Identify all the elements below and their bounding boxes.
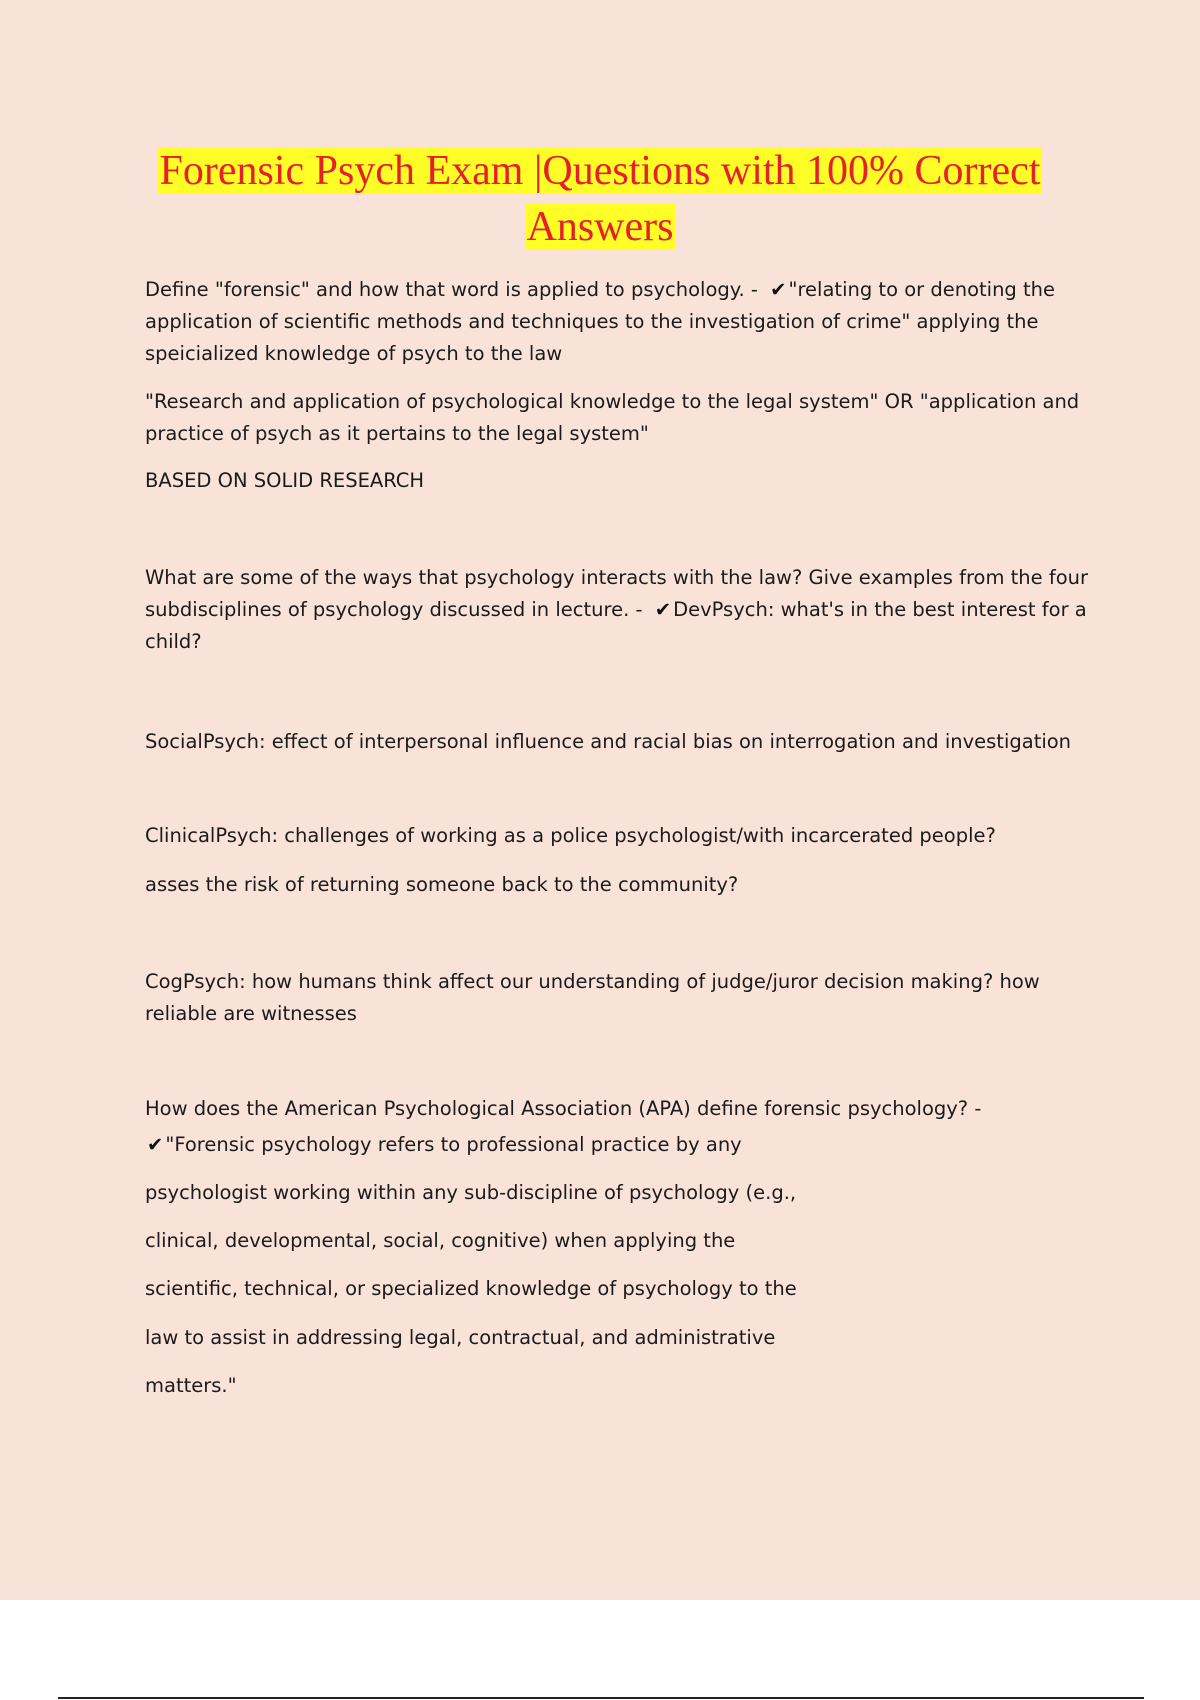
title-line-1: Forensic Psych Exam |Questions with 100% Correct — [159, 148, 1041, 194]
check-icon: ✔ — [654, 598, 672, 621]
q1-question: Define "forensic" and how that word is applied to psychology. - — [145, 278, 758, 301]
q2-clinical-2: asses the risk of returning someone back to the community? — [145, 873, 739, 896]
q2-block — [145, 562, 1095, 658]
q3-answer-line-1 — [145, 1129, 1095, 1161]
q2-question: What are some of the ways that psychology interacts with the law? Give examples from the four subdisciplines of psychology discussed in lecture. - — [145, 566, 1089, 621]
q3-answer-text-1: "Forensic psychology refers to professional practice by any — [165, 1133, 742, 1156]
q3-answer-line-6: matters." — [145, 1374, 237, 1397]
title-line-2: Answers — [526, 204, 674, 250]
document-title — [100, 143, 1100, 255]
q1-paragraph-3: BASED ON SOLID RESEARCH — [145, 469, 425, 492]
q2-clinical-1: ClinicalPsych: challenges of working as a police psychologist/with incarcerated people? — [145, 824, 996, 847]
bottom-divider — [58, 1697, 1144, 1699]
q3-question: How does the American Psychological Association (APA) define forensic psychology? - — [145, 1097, 982, 1120]
check-icon: ✔ — [147, 1133, 164, 1156]
q2-social: SocialPsych: effect of interpersonal influence and racial bias on interrogation and investigation — [145, 730, 1072, 753]
q3-answer-line-4: scientific, technical, or specialized knowledge of psychology to the — [145, 1277, 797, 1300]
check-icon: ✔ — [770, 278, 787, 301]
q1-block — [145, 274, 1095, 370]
q3-answer-line-2: psychologist working within any sub-discipline of psychology (e.g., — [145, 1181, 797, 1204]
q3-answer-line-5: law to assist in addressing legal, contractual, and administrative — [145, 1326, 776, 1349]
q1-paragraph-2: "Research and application of psychological knowledge to the legal system" OR "application and practice of psych as it pertains to the legal system" — [145, 390, 1080, 445]
q3-answer-line-3: clinical, developmental, social, cognitive) when applying the — [145, 1229, 736, 1252]
q2-cog: CogPsych: how humans think affect our understanding of judge/juror decision making? how reliable are witnesses — [145, 970, 1040, 1025]
q2-answer: DevPsych: what's in the best interest for a child? — [145, 598, 1087, 653]
q1-answer: "relating to or denoting the application of scientific methods and techniques to the investigation of crime" applying the speicialized knowledge of psych to the law — [145, 278, 1056, 365]
